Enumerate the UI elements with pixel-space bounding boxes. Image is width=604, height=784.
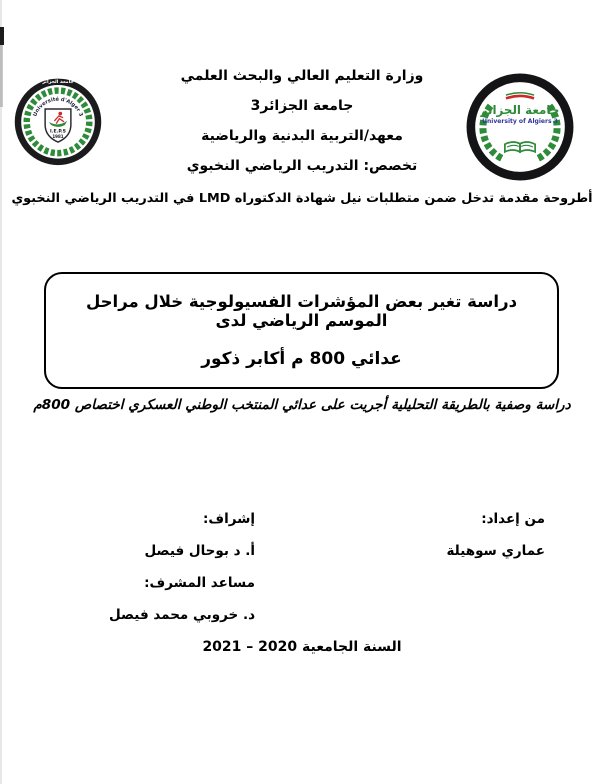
scan-edge-line bbox=[0, 0, 2, 784]
logo-left-arc-text: Université d'Alger 3 bbox=[32, 96, 84, 118]
logo-right-arabic-text: جامعة الجزائر bbox=[480, 103, 560, 118]
thesis-title-box bbox=[44, 272, 559, 389]
thesis-title-line2: عدائي 800 م أكابر ذكور bbox=[201, 348, 402, 369]
study-type-subtitle: دراسة وصفية بالطريقة التحليلية أجريت على عدائي المنتخب الوطني العسكري اختصاص 800م bbox=[33, 397, 571, 413]
supervision-label: إشراف: bbox=[202, 511, 255, 527]
institute-line: معهد/التربية البدنية والرياضية bbox=[201, 128, 403, 144]
specialty-line: تخصص: التدريب الرياضي النخبوي bbox=[186, 158, 418, 174]
logo-left-acronym: I.E.P.S bbox=[50, 129, 66, 135]
academic-year: السنة الجامعية 2020 – 2021 bbox=[202, 639, 402, 655]
author-name: عماري سوهيلة bbox=[446, 543, 545, 559]
ministry-line: وزارة التعليم العالي والبحث العلمي bbox=[180, 68, 424, 84]
supervision-block bbox=[109, 503, 255, 631]
author-block bbox=[447, 503, 546, 567]
ieps-institute-logo-graphic bbox=[12, 70, 104, 170]
prepared-by-label: من إعداد: bbox=[481, 511, 545, 527]
logo-left-arabic-text: جامعة الجزائر bbox=[42, 79, 74, 85]
thesis-requirement-line: أطروحة مقدمة تدخل ضمن متطلبات نيل شهادة الدكتوراه LMD في التدريب الرياضي النخبوي bbox=[11, 191, 593, 206]
assistant-supervisor-label: مساعد المشرف: bbox=[144, 575, 255, 591]
thesis-title-line1: دراسة تغير بعض المؤشرات الفسيولوجية خلال مراحل الموسم الرياضي لدى bbox=[85, 292, 518, 331]
university-line: جامعة الجزائر3 bbox=[250, 98, 354, 114]
logo-right-english-text: University of Algiers 3 bbox=[482, 118, 558, 126]
assistant-supervisor-name: د. خروبي محمد فيصل bbox=[108, 607, 255, 623]
logo-left-year: 1981 bbox=[52, 133, 64, 139]
scan-edge-mark bbox=[0, 27, 4, 45]
ieps-institute-logo bbox=[12, 70, 104, 170]
supervisor-name: أ. د بوحال فيصل bbox=[144, 543, 255, 559]
